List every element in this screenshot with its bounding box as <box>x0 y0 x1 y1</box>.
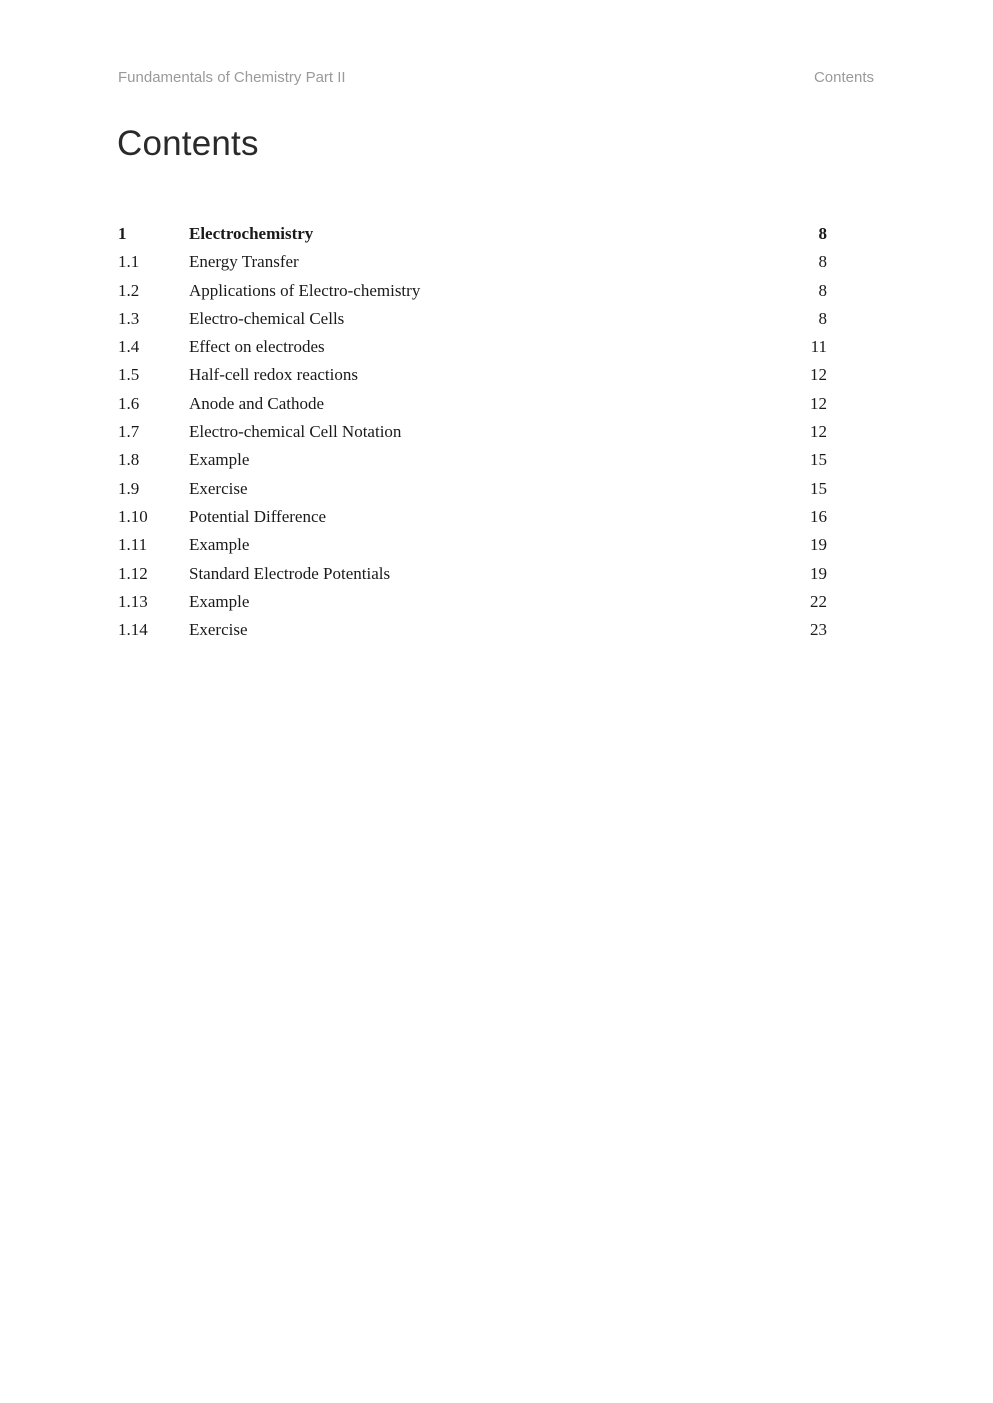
toc-entry-page: 15 <box>810 478 827 498</box>
toc-entry-page: 12 <box>810 422 827 442</box>
toc-entry-page: 23 <box>810 620 827 640</box>
toc-entry <box>118 305 827 333</box>
toc-entry <box>118 560 827 588</box>
toc-entry-page: 12 <box>810 393 827 413</box>
toc-entry <box>118 531 827 559</box>
toc-entry-page: 8 <box>818 308 827 328</box>
toc-entry-number: 1.11 <box>118 535 148 555</box>
toc-entry-number: 1.8 <box>118 450 140 470</box>
toc-entry-title: Exercise <box>189 620 248 640</box>
toc-entry-number: 1.3 <box>118 308 140 328</box>
toc-entry-page: 22 <box>810 591 827 611</box>
toc-entry-page: 19 <box>810 563 827 583</box>
toc-entry-title: Half-cell redox reactions <box>189 365 358 385</box>
toc-entry-page: 19 <box>810 535 827 555</box>
toc-entry-title: Example <box>189 591 250 611</box>
header-section-name: Contents <box>813 69 874 86</box>
toc-entry-title: Electro-chemical Cell Notation <box>189 422 402 442</box>
toc-entry-page: 15 <box>810 450 827 470</box>
toc-entry-number: 1.9 <box>118 478 140 498</box>
toc-entry-title: Example <box>189 535 250 555</box>
toc-entry-title: Energy Transfer <box>189 252 299 272</box>
toc-entry-number: 1 <box>118 224 127 243</box>
toc-entry-number: 1.4 <box>118 337 140 357</box>
toc-entry-page: 8 <box>818 280 827 300</box>
page-title: Contents <box>117 124 259 163</box>
toc-entry <box>118 418 827 446</box>
toc-entry <box>118 446 827 474</box>
toc-entry-number: 1.10 <box>118 506 148 526</box>
toc-entry-page: 11 <box>810 337 827 357</box>
toc-entry <box>118 361 827 389</box>
toc-entry-page: 8 <box>818 224 827 243</box>
toc-entry-number: 1.14 <box>118 620 148 640</box>
toc-entry-number: 1.7 <box>118 422 140 442</box>
toc-entry-number: 1.1 <box>118 252 140 272</box>
toc-entry-title: Potential Difference <box>189 506 327 526</box>
toc-entry <box>118 616 827 644</box>
header-book-title: Fundamentals of Chemistry Part II <box>118 69 346 86</box>
toc-entry <box>118 390 827 418</box>
running-header <box>118 69 874 89</box>
toc-entry-number: 1.13 <box>118 591 148 611</box>
toc-entry-title: Exercise <box>189 478 248 498</box>
toc-entry-title: Applications of Electro-chemistry <box>189 280 421 300</box>
toc-entry-title: Example <box>189 450 250 470</box>
toc-entry-title: Electro-chemical Cells <box>189 308 345 328</box>
toc-entry-title: Standard Electrode Potentials <box>189 563 391 583</box>
toc-entry-number: 1.5 <box>118 365 140 385</box>
toc-entry <box>118 503 827 531</box>
toc-entry <box>118 220 827 248</box>
toc-entry-title: Anode and Cathode <box>189 393 325 413</box>
toc-entry-title: Electrochemistry <box>189 224 314 243</box>
toc-entry <box>118 333 827 361</box>
toc-entry-number: 1.12 <box>118 563 148 583</box>
toc-entry-page: 8 <box>818 252 827 272</box>
toc-entry-number: 1.2 <box>118 280 140 300</box>
toc-entry <box>118 588 827 616</box>
table-of-contents <box>118 220 827 644</box>
toc-entry-page: 16 <box>810 506 827 526</box>
toc-entry <box>118 277 827 305</box>
toc-entry-number: 1.6 <box>118 393 140 413</box>
toc-entry <box>118 248 827 276</box>
toc-entry-page: 12 <box>810 365 827 385</box>
toc-entry-title: Effect on electrodes <box>189 337 325 357</box>
toc-entry <box>118 475 827 503</box>
